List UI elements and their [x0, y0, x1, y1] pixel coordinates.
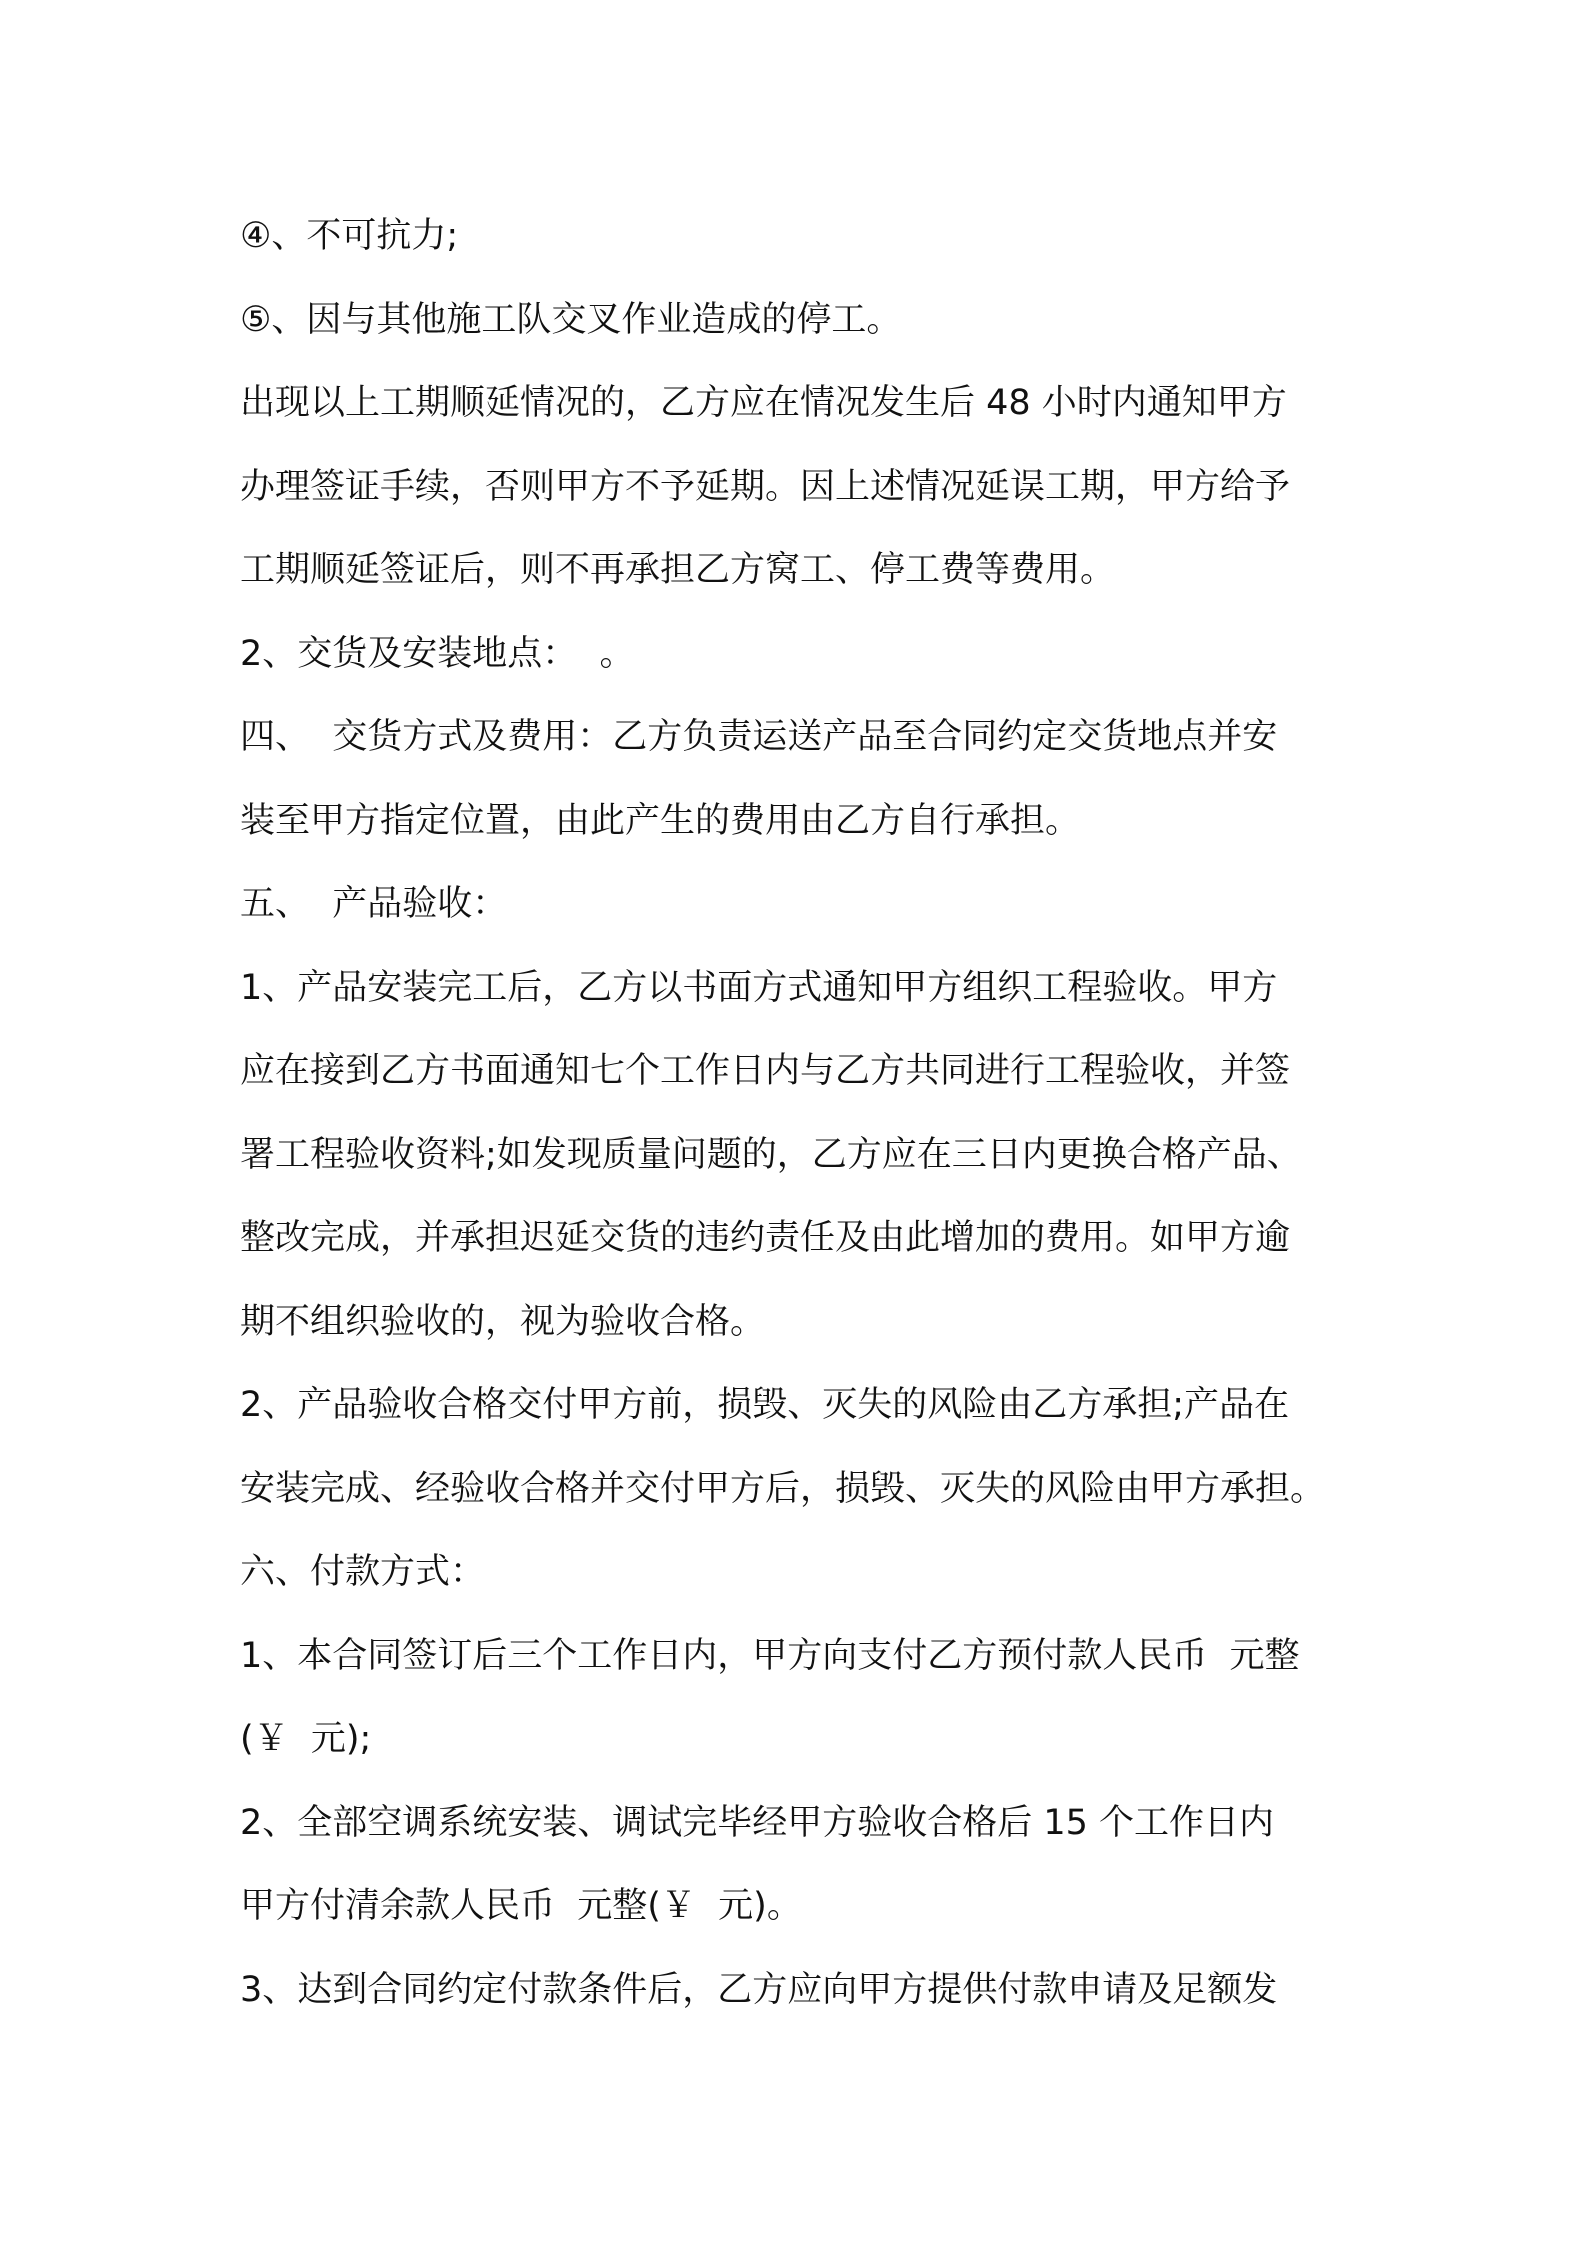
- text-line: (￥ 元);: [240, 1719, 372, 1759]
- text-line: ⑤、因与其他施工队交叉作业造成的停工。: [240, 299, 902, 340]
- text-line: 2、全部空调系统安装、调试完毕经甲方验收合格后 15 个工作日内: [240, 1802, 1275, 1843]
- section-heading: 五、 产品验收：: [240, 884, 508, 924]
- text-line: 装至甲方指定位置，由此产生的费用由乙方自行承担。: [240, 800, 1081, 841]
- text-line: 整改完成，并承担迟延交货的违约责任及由此增加的费用。如甲方逾: [240, 1218, 1291, 1258]
- text-line: 办理签证手续，否则甲方不予延期。因上述情况延误工期，甲方给予: [240, 466, 1291, 507]
- text-line: 应在接到乙方书面通知七个工作日内与乙方共同进行工程验收，并签: [240, 1051, 1291, 1091]
- text-line: 安装完成、经验收合格并交付甲方后，损毁、灭失的风险由甲方承担。: [240, 1468, 1326, 1509]
- text-line: 署工程验收资料;如发现质量问题的，乙方应在三日内更换合格产品、: [240, 1134, 1302, 1175]
- text-line: 工期顺延签证后，则不再承担乙方窝工、停工费等费用。: [240, 550, 1116, 590]
- document-body: [240, 195, 1365, 2032]
- text-line: ④、不可抗力;: [240, 216, 459, 256]
- text-line: 3、达到合同约定付款条件后，乙方应向甲方提供付款申请及足额发: [240, 1969, 1278, 2010]
- text-line: 期不组织验收的，视为验收合格。: [240, 1301, 766, 1342]
- text-line: 2、产品验收合格交付甲方前，损毁、灭失的风险由乙方承担;产品在: [240, 1385, 1290, 1425]
- section-heading: 四、 交货方式及费用：乙方负责运送产品至合同约定交货地点并安: [240, 717, 1278, 757]
- section-heading: 六、付款方式：: [240, 1552, 486, 1592]
- text-line: 出现以上工期顺延情况的，乙方应在情况发生后 48 小时内通知甲方: [240, 383, 1287, 423]
- text-line: 1、本合同签订后三个工作日内，甲方向支付乙方预付款人民币 元整: [240, 1635, 1300, 1676]
- text-line: 甲方付清余款人民币 元整(￥ 元)。: [240, 1886, 802, 1926]
- text-line: 2、交货及安装地点： 。: [240, 633, 635, 674]
- text-line: 1、产品安装完工后，乙方以书面方式通知甲方组织工程验收。甲方: [240, 967, 1278, 1008]
